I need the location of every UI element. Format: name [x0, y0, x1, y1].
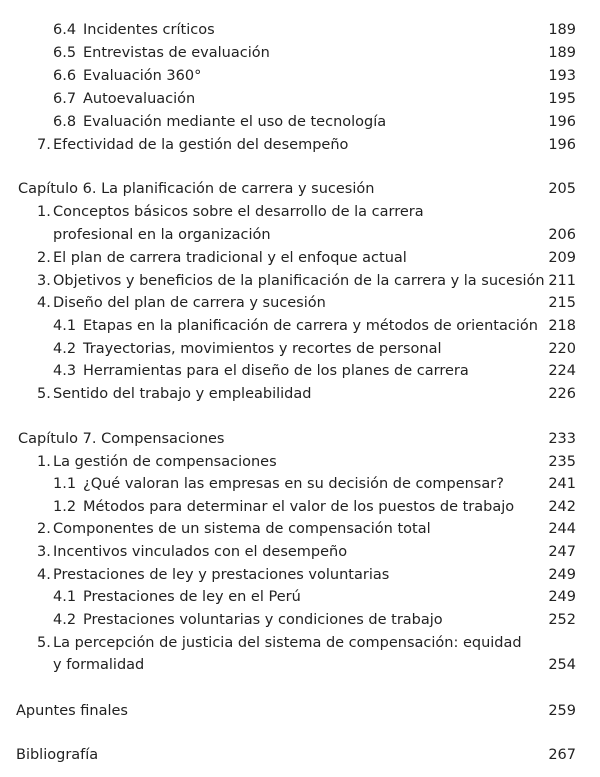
toc-entry-title: ¿Qué valoran las empresas en su decisión de compensar? — [83, 476, 504, 492]
toc-entry — [0, 518, 600, 540]
toc-entry-page: 254 — [548, 657, 576, 673]
toc-entry-title: Efectividad de la gestión del desempeño — [53, 137, 349, 153]
toc-entry-number: 4.3 — [53, 363, 77, 379]
toc-entry — [0, 496, 600, 518]
toc-entry-number: 2. — [37, 250, 51, 266]
toc-entry — [0, 19, 600, 41]
toc-entry-page: 244 — [548, 521, 576, 537]
toc-entry-number: 1. — [37, 454, 51, 470]
toc-entry — [0, 338, 600, 360]
toc-entry-page: 189 — [548, 22, 576, 38]
toc-entry — [0, 564, 600, 586]
toc-entry-continuation — [0, 654, 600, 676]
section-title: Apuntes finales — [16, 703, 128, 719]
toc-entry-title: Métodos para determinar el valor de los puestos de trabajo — [83, 499, 515, 515]
toc-entry — [0, 292, 600, 314]
toc-entry-title: El plan de carrera tradicional y el enfoque actual — [53, 250, 407, 266]
section-page: 259 — [548, 703, 576, 719]
toc-entry-title: Herramientas para el diseño de los planes de carrera — [83, 363, 469, 379]
toc-entry-page: 241 — [548, 476, 576, 492]
toc-entry — [0, 541, 600, 563]
toc-entry — [0, 586, 600, 608]
toc-entry-page: 220 — [548, 341, 576, 357]
toc-entry — [0, 88, 600, 110]
toc-entry-number: 5. — [37, 386, 51, 402]
toc-entry-number: 4.2 — [53, 341, 77, 357]
toc-entry-number: 6.5 — [53, 45, 77, 61]
toc-entry-page: 211 — [548, 273, 576, 289]
toc-entry-title: Evaluación 360° — [83, 68, 202, 84]
toc-entry — [0, 609, 600, 631]
chapter-title: Capítulo 6. La planificación de carrera y sucesión — [18, 181, 375, 197]
toc-entry-title: Entrevistas de evaluación — [83, 45, 270, 61]
toc-entry-number: 7. — [37, 137, 51, 153]
toc-entry-title: Conceptos básicos sobre el desarrollo de la carrera — [53, 204, 424, 220]
toc-entry-number: 4.2 — [53, 612, 77, 628]
toc-entry-continuation — [0, 224, 600, 246]
toc-entry — [0, 247, 600, 269]
toc-entry-number: 1.1 — [53, 476, 77, 492]
toc-entry-title: Prestaciones voluntarias y condiciones de trabajo — [83, 612, 443, 628]
toc-entry — [0, 65, 600, 87]
toc-entry — [0, 451, 600, 473]
chapter-page: 205 — [548, 181, 576, 197]
chapter-page: 233 — [548, 431, 576, 447]
toc-entry — [0, 360, 600, 382]
chapter-heading — [0, 178, 600, 200]
toc-entry-title-continued: y formalidad — [53, 657, 145, 673]
toc-entry-page: 193 — [548, 68, 576, 84]
toc-entry-title-continued: profesional en la organización — [53, 227, 271, 243]
toc-entry — [0, 270, 600, 292]
toc-entry-page: 249 — [548, 589, 576, 605]
toc-entry-number: 1.2 — [53, 499, 77, 515]
toc-entry-page: 195 — [548, 91, 576, 107]
toc-entry — [0, 134, 600, 156]
toc-entry-page: 247 — [548, 544, 576, 560]
toc-entry-number: 4.1 — [53, 589, 77, 605]
toc-entry-number: 4. — [37, 295, 51, 311]
section-title: Bibliografía — [16, 747, 99, 763]
toc-entry-title: Prestaciones de ley en el Perú — [83, 589, 301, 605]
toc-entry-page: 218 — [548, 318, 576, 334]
toc-entry-number: 6.4 — [53, 22, 77, 38]
toc-entry-page: 242 — [548, 499, 576, 515]
toc-entry-page: 226 — [548, 386, 576, 402]
toc-entry-title: Diseño del plan de carrera y sucesión — [53, 295, 326, 311]
toc-entry-page: 206 — [548, 227, 576, 243]
toc-entry-title: La gestión de compensaciones — [53, 454, 277, 470]
toc-entry-page: 249 — [548, 567, 576, 583]
toc-entry-title: Incentivos vinculados con el desempeño — [53, 544, 348, 560]
chapter-title: Capítulo 7. Compensaciones — [18, 431, 225, 447]
toc-entry — [0, 111, 600, 133]
toc-entry-number: 3. — [37, 273, 51, 289]
toc-entry — [0, 315, 600, 337]
toc-entry-number: 4. — [37, 567, 51, 583]
toc-entry — [0, 383, 600, 405]
toc-entry-page: 196 — [548, 114, 576, 130]
toc-entry-title: La percepción de justicia del sistema de compensación: equidad — [53, 635, 522, 651]
toc-entry-number: 4.1 — [53, 318, 77, 334]
toc-entry — [0, 42, 600, 64]
toc-entry-number: 5. — [37, 635, 51, 651]
toc-entry-title: Incidentes críticos — [83, 22, 215, 38]
toc-entry — [0, 473, 600, 495]
toc-entry-number: 3. — [37, 544, 51, 560]
toc-entry-title: Objetivos y beneficios de la planificación de la carrera y la sucesión — [53, 273, 545, 289]
toc-entry-number: 1. — [37, 204, 51, 220]
toc-entry-number: 6.6 — [53, 68, 77, 84]
toc-entry-title: Componentes de un sistema de compensación total — [53, 521, 431, 537]
toc-entry-page: 196 — [548, 137, 576, 153]
toc-entry — [0, 201, 600, 223]
toc-entry-page: 224 — [548, 363, 576, 379]
toc-entry-page: 209 — [548, 250, 576, 266]
toc-entry-page: 189 — [548, 45, 576, 61]
toc-entry-title: Sentido del trabajo y empleabilidad — [53, 386, 312, 402]
toc-entry-page: 215 — [548, 295, 576, 311]
toc-entry-title: Autoevaluación — [83, 91, 196, 107]
toc-entry — [0, 632, 600, 654]
toc-entry-number: 6.8 — [53, 114, 77, 130]
toc-entry-page: 235 — [548, 454, 576, 470]
toc-entry-number: 6.7 — [53, 91, 77, 107]
toc-entry-title: Evaluación mediante el uso de tecnología — [83, 114, 387, 130]
section-heading — [0, 700, 600, 722]
toc-entry-title: Etapas en la planificación de carrera y métodos de orientación — [83, 318, 538, 334]
toc-entry-number: 2. — [37, 521, 51, 537]
toc-entry-title: Prestaciones de ley y prestaciones voluntarias — [53, 567, 390, 583]
toc-entry-page: 252 — [548, 612, 576, 628]
section-page: 267 — [548, 747, 576, 763]
chapter-heading — [0, 428, 600, 450]
toc-entry-title: Trayectorias, movimientos y recortes de personal — [83, 341, 442, 357]
section-heading — [0, 744, 600, 766]
